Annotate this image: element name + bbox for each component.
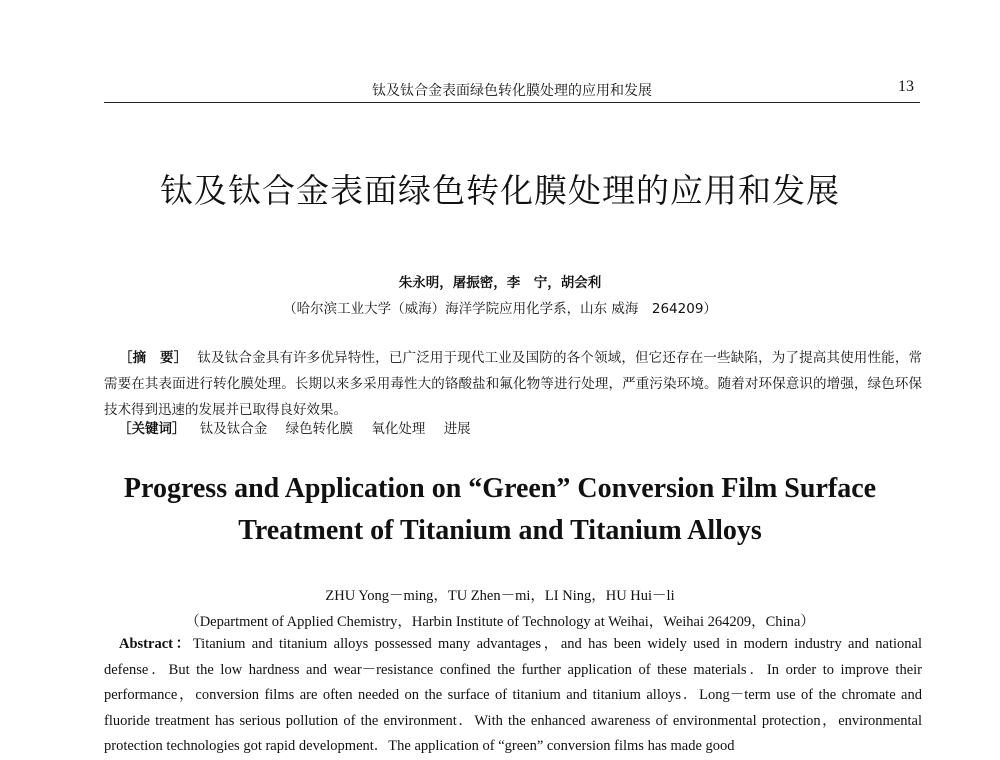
english-affiliation: （Department of Applied Chemistry，Harbin Institute of Technology at Weihai，Weihai 264209，China） (185, 614, 815, 630)
keyword: 钛及钛合金 (199, 421, 268, 437)
english-abstract-label: Abstract： (119, 636, 193, 652)
english-title-line-1: Progress and Application on “Green” Conversion Film Surface (123, 473, 877, 504)
english-title-line-2: Treatment of Titanium and Titanium Alloys (238, 515, 762, 546)
page-number: 13 (898, 78, 914, 95)
keyword: 氧化处理 (371, 421, 426, 437)
chinese-abstract-text: 钛及钛合金具有许多优异特性，已广泛用于现代工业及国防的各个领域，但它还存在一些缺陷，为了提高其使用性能，常需要在其表面进行转化膜处理。长期以来多采用毒性大的铬酸盐和氟化物等进行处理，严重污染环境。随着对环保意识的增强，绿色环保技术得到迅速的发展并已取得良好效果。 (104, 350, 923, 418)
chinese-keywords-label: ［关键词］ (118, 421, 186, 437)
chinese-affiliation: （哈尔滨工业大学（威海）海洋学院应用化学系，山东 威海 264209） (283, 301, 717, 317)
chinese-keywords (118, 417, 485, 437)
running-header (104, 74, 920, 103)
english-authors: ZHU Yong－ming，TU Zhen－mi，LI Ning，HU Hui－li (325, 588, 675, 604)
keyword: 绿色转化膜 (285, 421, 354, 437)
chinese-title: 钛及钛合金表面绿色转化膜处理的应用和发展 (160, 171, 840, 210)
english-title (0, 468, 1000, 552)
chinese-abstract-label: ［摘 要］ (119, 350, 188, 366)
keyword: 进展 (443, 421, 471, 437)
chinese-abstract (104, 345, 922, 423)
running-title: 钛及钛合金表面绿色转化膜处理的应用和发展 (372, 83, 652, 99)
english-abstract (104, 632, 922, 760)
english-abstract-text: Titanium and titanium alloys possessed many advantages，and has been widely used in modern industry and national defense．But the low hardness and wear－resistance confined the further application of these materials．In order to improve their performance，conversion films are often needed on the surface of titanium and titanium alloys．Long－term use of the chromate and fluoride treatment has serious pollution of the environment．With the enhanced awareness of environmental protection，environmental protection technologies got rapid development．The application of “green” conversion films has made good (104, 636, 922, 754)
chinese-authors: 朱永明，屠振密，李 宁，胡会利 (398, 275, 602, 291)
